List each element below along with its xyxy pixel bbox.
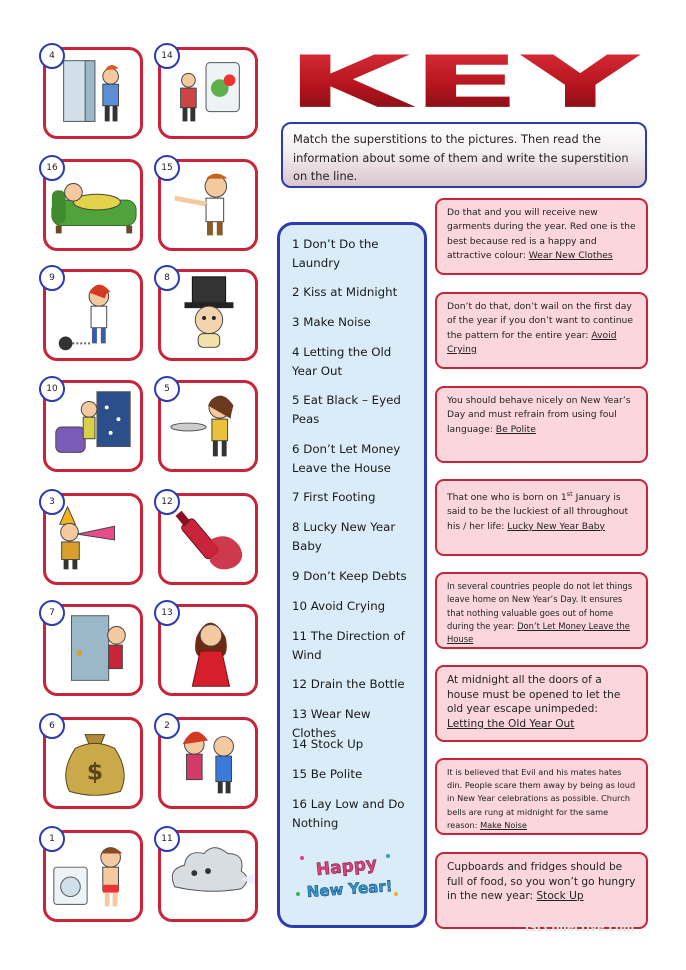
info-box-6 [435,665,648,742]
list-item: 11 The Direction of Wind [292,629,405,662]
picture-number-badge: 12 [154,489,180,515]
info-text: In several countries people do not let things leave home on New Year’s Day. It ensures that nothing valuable goes out of home during the year: [447,581,633,631]
list-item: 14 Stock Up [292,737,364,751]
list-item: 7 First Footing [292,490,376,504]
picture-number-badge: 16 [39,155,65,181]
list-item: 8 Lucky New Year Baby [292,520,396,553]
info-text: Don’t do that, don’t wail on the first day of the year if you don’t want to continue the pattern for the entire year: [447,301,634,341]
info-box-2 [435,292,648,369]
answer-text: Stock Up [536,890,584,902]
list-item: 12 Drain the Bottle [292,677,405,691]
list-item: 4 Letting the Old Year Out [292,345,392,378]
list-item: 6 Don’t Let Money Leave the House [292,442,401,475]
picture-number-badge: 14 [154,43,180,69]
info-box-1 [435,198,648,275]
list-item: 2 Kiss at Midnight [292,285,398,299]
list-item: 1 Don’t Do the Laundry [292,237,379,270]
list-item: 13 Wear New Clothes [292,707,371,740]
info-text: You should behave nicely on New Year’s Day and must refrain from using foul language: [447,395,631,435]
picture-number-badge: 2 [154,713,180,739]
picture-number-badge: 3 [39,489,65,515]
happy-new-year-icon [292,850,402,902]
answer-text: Don’t Let Money Leave the House [447,620,630,645]
info-text: At midnight all the doors of a house must be opened to let the old year escape unimpeded: [447,674,621,715]
superscript: st [566,490,573,498]
key-title [282,46,642,118]
title-text: KEY [285,46,642,118]
picture-number-badge: 4 [39,43,65,69]
superstition-list [277,222,427,928]
list-item: 5 Eat Black – Eyed Peas [292,393,401,426]
new-year-text: New Year! [306,877,394,901]
answer-text: Make Noise [480,819,527,830]
happy-text: Happy [315,853,378,881]
info-text: Cupboards and fridges should be full of food, so you won’t go hungry in the new year: [447,861,636,902]
info-box-4 [435,479,648,556]
answer-text: Be Polite [495,423,536,435]
picture-number-badge: 9 [39,265,65,291]
instructions-box [281,122,647,188]
picture-number-badge: 11 [154,826,180,852]
picture-number-badge: 1 [39,826,65,852]
list-item: 16 Lay Low and Do Nothing [292,797,405,830]
list-item: 10 Avoid Crying [292,599,386,613]
picture-number-badge: 7 [39,600,65,626]
info-text: That one who is born on 1 [447,492,567,504]
info-box-8 [435,852,648,929]
answer-text: Letting the Old Year Out [447,717,575,730]
picture-number-badge: 6 [39,713,65,739]
info-box-5 [435,572,648,649]
picture-number-badge: 10 [39,376,65,402]
picture-number-badge: 15 [154,155,180,181]
info-text: January is said to be the luckiest of all throughout his / her life: [447,492,629,532]
answer-text: Avoid Crying [447,329,617,355]
answer-text: Wear New Clothes [528,249,613,261]
answer-text: Lucky New Year Baby [507,520,605,532]
info-text: Do that and you will receive new garments during the year. Red one is the best because red is a happy and attractive colour: [447,207,636,261]
info-box-7 [435,758,648,835]
list-item: 9 Don’t Keep Debts [292,569,407,583]
info-box-3 [435,386,648,463]
list-item: 15 Be Polite [292,767,363,781]
watermark: iSLCollective.com [525,921,635,934]
svg-text:$: $ [86,757,104,786]
picture-number-badge: 13 [154,600,180,626]
instructions-text: Match the superstitions to the pictures. Then read the information about some of them and write the superstition on the line. [293,132,629,183]
info-text: It is believed that Evil and his mates hates din. People scare them away by being as loud in New Year celebrations as possible. Church bells are rung at midnight for the same reason: [447,767,636,830]
list-item: 3 Make Noise [292,315,371,329]
picture-number-badge: 5 [154,376,180,402]
picture-number-badge: 8 [154,265,180,291]
